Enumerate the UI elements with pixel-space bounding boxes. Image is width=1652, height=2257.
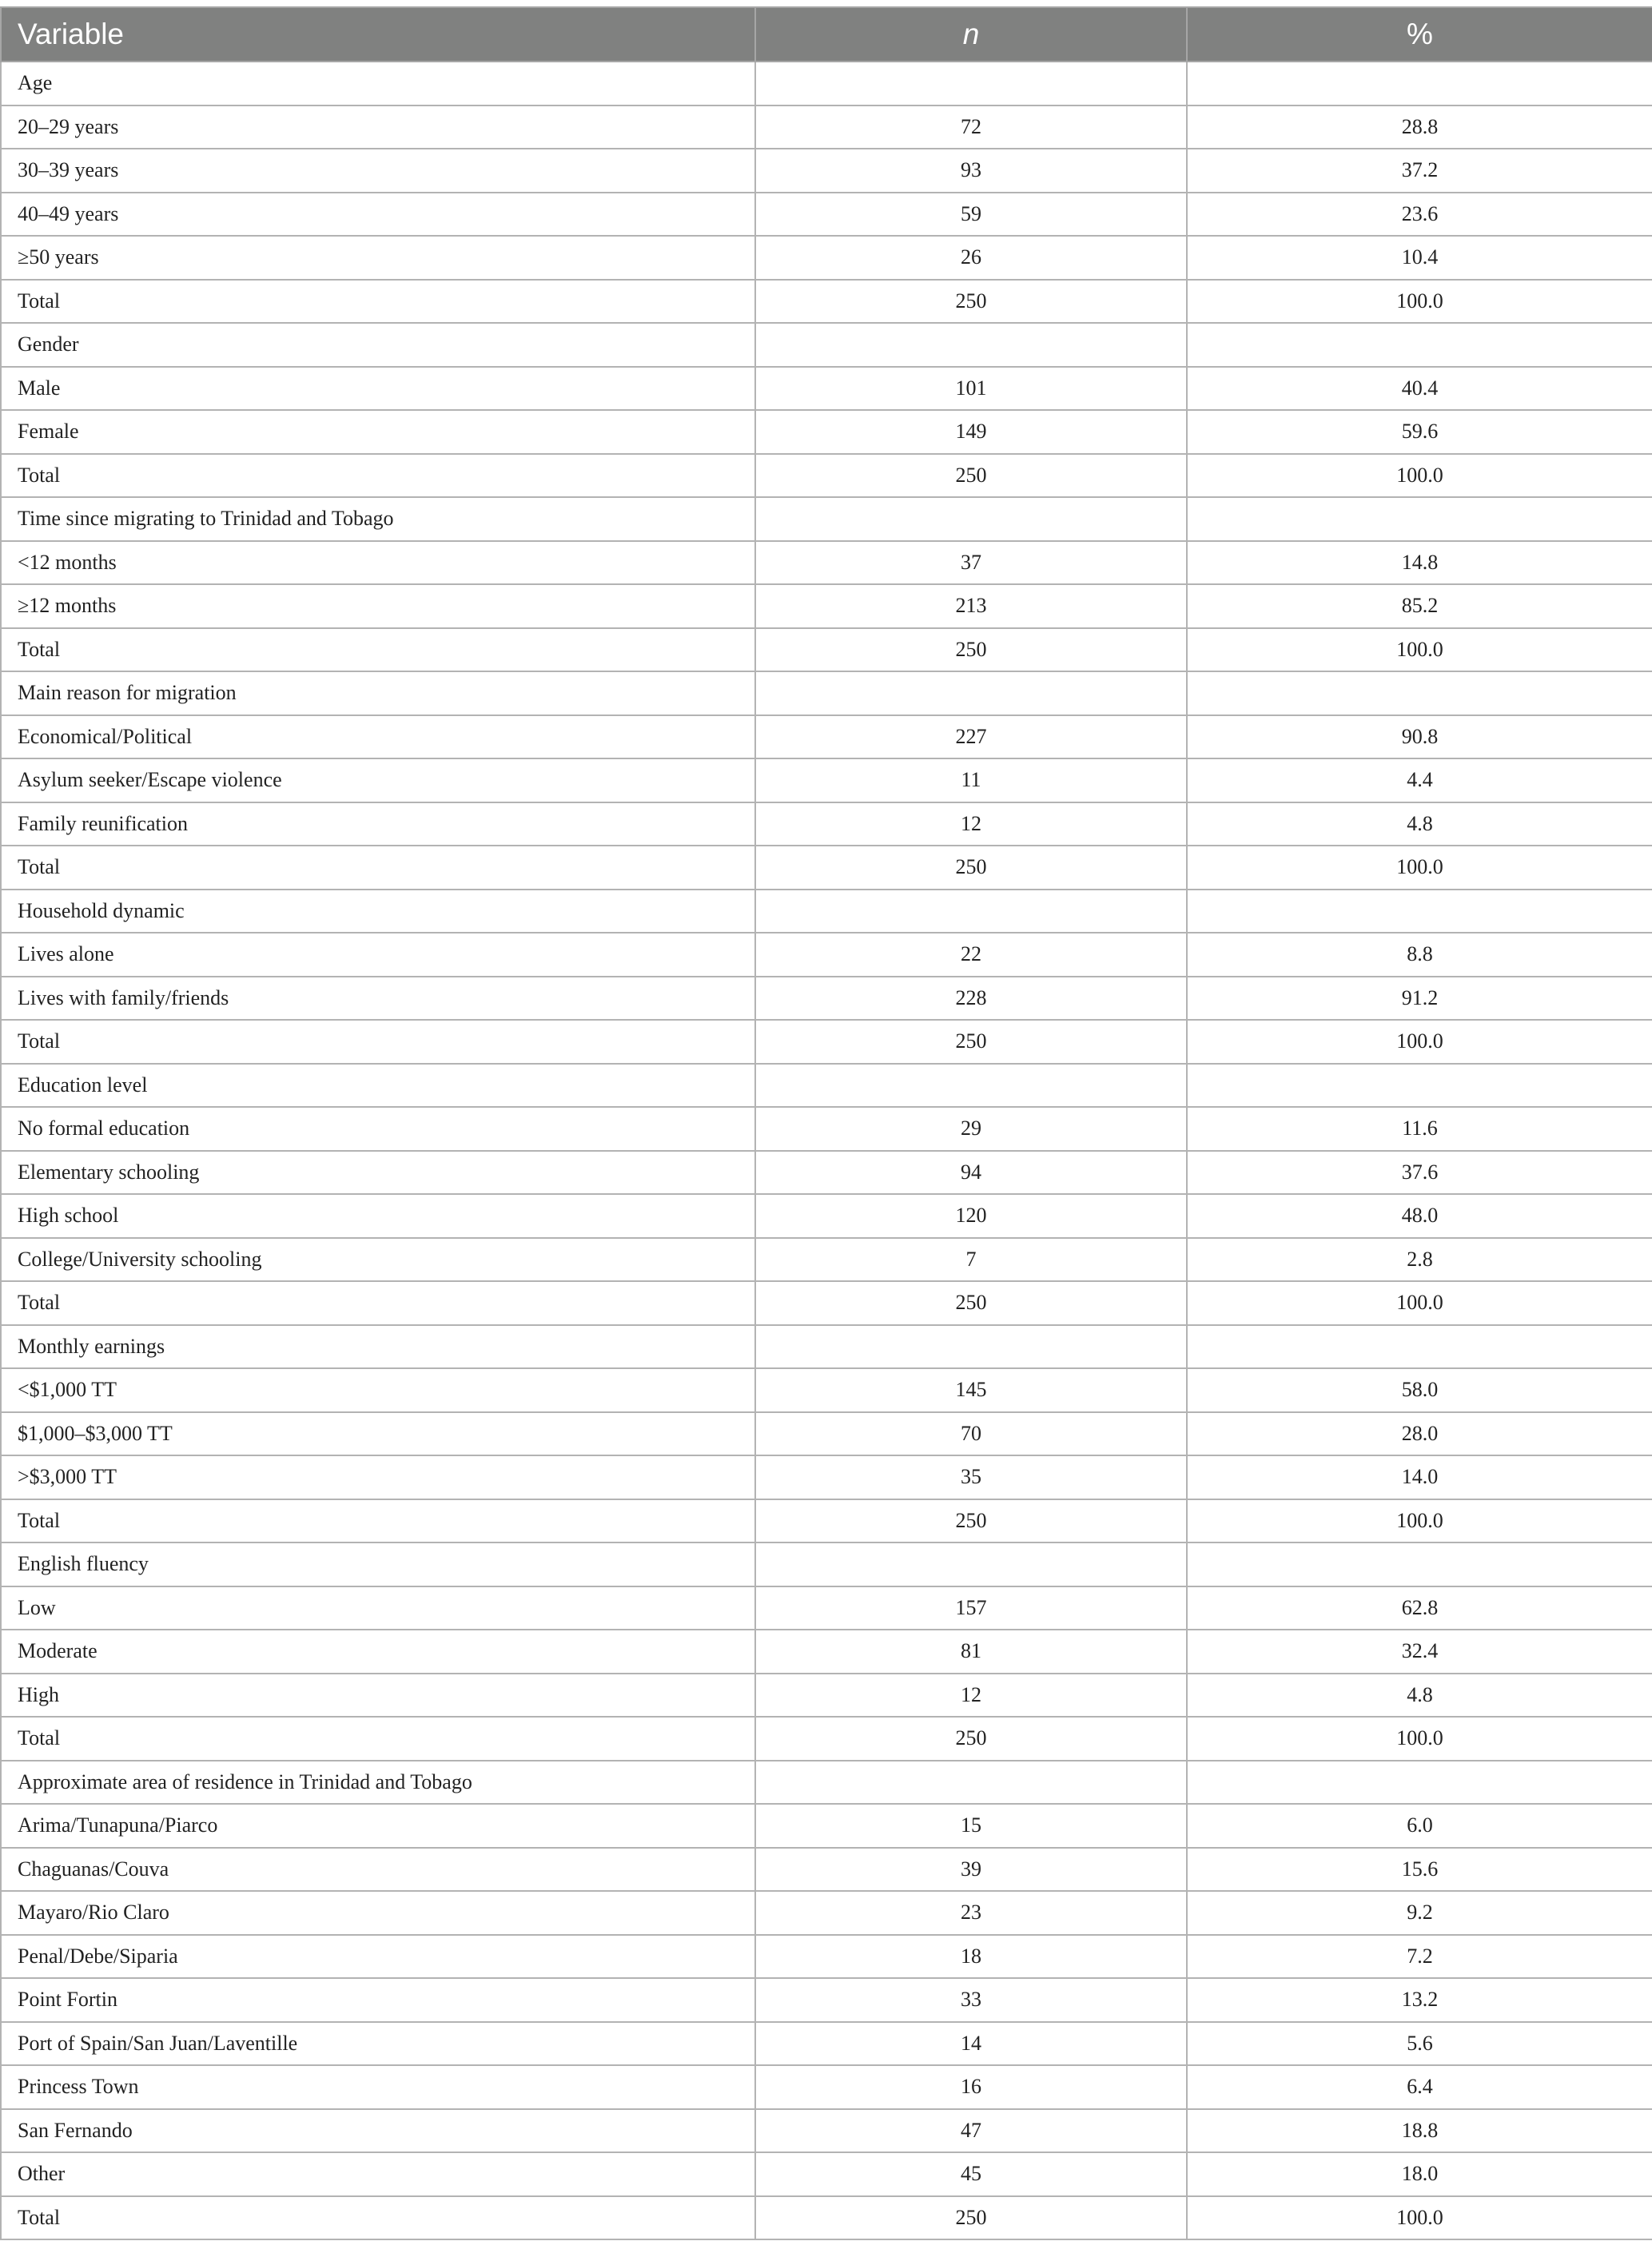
row-label-cell: Total: [1, 1717, 755, 1761]
header-percent: %: [1187, 7, 1652, 62]
row-label-cell: College/University schooling: [1, 1238, 755, 1282]
row-n-cell: 45: [755, 2152, 1187, 2196]
row-percent-cell: 2.8: [1187, 1238, 1652, 1282]
table-row: [1, 715, 1652, 759]
row-label-cell: ≥50 years: [1, 236, 755, 280]
row-label-cell: $1,000–$3,000 TT: [1, 1412, 755, 1456]
row-label-cell: >$3,000 TT: [1, 1455, 755, 1499]
table-row: [1, 2065, 1652, 2109]
row-percent-cell: 85.2: [1187, 584, 1652, 628]
table-row: [1, 1804, 1652, 1848]
row-percent-cell: 6.4: [1187, 2065, 1652, 2109]
row-percent-cell: 48.0: [1187, 1194, 1652, 1238]
table-row: [1, 2196, 1652, 2240]
table-row: [1, 802, 1652, 846]
row-n-cell: 15: [755, 1804, 1187, 1848]
table-row: [1, 1761, 1652, 1805]
row-n-cell: 94: [755, 1151, 1187, 1195]
row-label-cell: 30–39 years: [1, 149, 755, 193]
table-row: [1, 1368, 1652, 1412]
row-percent-cell: 40.4: [1187, 367, 1652, 411]
row-label-cell: High: [1, 1674, 755, 1718]
table-row: [1, 1935, 1652, 1979]
row-label-cell: Total: [1, 846, 755, 890]
row-percent-cell: 100.0: [1187, 1717, 1652, 1761]
demographics-table: [0, 6, 1652, 2240]
row-percent-cell: 13.2: [1187, 1978, 1652, 2022]
row-percent-cell: 100.0: [1187, 1499, 1652, 1543]
row-percent-cell: 10.4: [1187, 236, 1652, 280]
row-label-cell: Total: [1, 1020, 755, 1064]
row-n-cell: 14: [755, 2022, 1187, 2066]
header-n: n: [755, 7, 1187, 62]
table-row: [1, 1586, 1652, 1630]
row-n-cell: 12: [755, 1674, 1187, 1718]
row-percent-cell: 28.0: [1187, 1412, 1652, 1456]
row-percent-cell: 90.8: [1187, 715, 1652, 759]
table-row: [1, 1151, 1652, 1195]
row-label-cell: Moderate: [1, 1630, 755, 1674]
table-row: [1, 1499, 1652, 1543]
table-row: [1, 1020, 1652, 1064]
row-percent-cell: 59.6: [1187, 410, 1652, 454]
row-n-cell: 22: [755, 933, 1187, 977]
row-label-cell: Economical/Political: [1, 715, 755, 759]
row-n-cell: 23: [755, 1891, 1187, 1935]
table-row: [1, 1107, 1652, 1151]
row-percent-cell: 7.2: [1187, 1935, 1652, 1979]
row-n-cell: 227: [755, 715, 1187, 759]
row-percent-cell: 100.0: [1187, 1281, 1652, 1325]
table-row: [1, 1325, 1652, 1369]
row-label-cell: Elementary schooling: [1, 1151, 755, 1195]
row-n-cell: 39: [755, 1848, 1187, 1892]
row-n-cell: [755, 1325, 1187, 1369]
row-n-cell: 157: [755, 1586, 1187, 1630]
row-label-cell: Point Fortin: [1, 1978, 755, 2022]
table-row: [1, 2152, 1652, 2196]
row-n-cell: 29: [755, 1107, 1187, 1151]
row-percent-cell: 91.2: [1187, 977, 1652, 1021]
table-row: [1, 758, 1652, 802]
table-row: [1, 1630, 1652, 1674]
table-row: [1, 977, 1652, 1021]
table-row: [1, 628, 1652, 672]
table-row: [1, 584, 1652, 628]
row-n-cell: [755, 890, 1187, 933]
row-percent-cell: 4.8: [1187, 1674, 1652, 1718]
table-row: [1, 890, 1652, 933]
row-label-cell: Other: [1, 2152, 755, 2196]
header-row: [1, 7, 1652, 62]
row-percent-cell: 18.8: [1187, 2109, 1652, 2153]
table-row: [1, 367, 1652, 411]
table-row: [1, 1281, 1652, 1325]
row-n-cell: 11: [755, 758, 1187, 802]
row-label-cell: Total: [1, 1281, 755, 1325]
row-label-cell: High school: [1, 1194, 755, 1238]
row-n-cell: [755, 1064, 1187, 1108]
row-percent-cell: 11.6: [1187, 1107, 1652, 1151]
row-label-cell: Female: [1, 410, 755, 454]
row-label-cell: Main reason for migration: [1, 671, 755, 715]
row-label-cell: 40–49 years: [1, 193, 755, 237]
row-label-cell: <$1,000 TT: [1, 1368, 755, 1412]
table-row: [1, 1455, 1652, 1499]
table-row: [1, 1412, 1652, 1456]
row-percent-cell: 9.2: [1187, 1891, 1652, 1935]
row-n-cell: 101: [755, 367, 1187, 411]
row-percent-cell: 32.4: [1187, 1630, 1652, 1674]
table-row: [1, 454, 1652, 498]
row-n-cell: 250: [755, 454, 1187, 498]
row-label-cell: Education level: [1, 1064, 755, 1108]
table-row: [1, 1194, 1652, 1238]
table-row: [1, 671, 1652, 715]
table-row: [1, 1542, 1652, 1586]
table-row: [1, 410, 1652, 454]
row-label-cell: ≥12 months: [1, 584, 755, 628]
table-row: [1, 497, 1652, 541]
row-n-cell: 70: [755, 1412, 1187, 1456]
row-label-cell: Age: [1, 62, 755, 105]
row-n-cell: 250: [755, 280, 1187, 324]
row-n-cell: 7: [755, 1238, 1187, 1282]
row-n-cell: 145: [755, 1368, 1187, 1412]
row-n-cell: 12: [755, 802, 1187, 846]
row-n-cell: 149: [755, 410, 1187, 454]
row-n-cell: [755, 497, 1187, 541]
row-percent-cell: [1187, 671, 1652, 715]
row-n-cell: 18: [755, 1935, 1187, 1979]
row-percent-cell: [1187, 1761, 1652, 1805]
row-n-cell: 213: [755, 584, 1187, 628]
table-row: [1, 933, 1652, 977]
row-n-cell: 250: [755, 1499, 1187, 1543]
row-percent-cell: 14.0: [1187, 1455, 1652, 1499]
row-label-cell: Arima/Tunapuna/Piarco: [1, 1804, 755, 1848]
demographics-table-container: [0, 6, 1652, 2240]
table-row: [1, 193, 1652, 237]
row-label-cell: Time since migrating to Trinidad and Tobago: [1, 497, 755, 541]
row-n-cell: 250: [755, 1281, 1187, 1325]
table-header: [1, 7, 1652, 62]
table-row: [1, 1674, 1652, 1718]
row-n-cell: 228: [755, 977, 1187, 1021]
row-label-cell: No formal education: [1, 1107, 755, 1151]
row-percent-cell: 5.6: [1187, 2022, 1652, 2066]
row-percent-cell: 100.0: [1187, 280, 1652, 324]
row-n-cell: 120: [755, 1194, 1187, 1238]
row-percent-cell: 100.0: [1187, 846, 1652, 890]
row-label-cell: Lives with family/friends: [1, 977, 755, 1021]
row-label-cell: Family reunification: [1, 802, 755, 846]
row-percent-cell: 15.6: [1187, 1848, 1652, 1892]
table-row: [1, 541, 1652, 585]
table-row: [1, 1238, 1652, 1282]
row-n-cell: 16: [755, 2065, 1187, 2109]
row-label-cell: Total: [1, 454, 755, 498]
header-variable: Variable: [1, 7, 755, 62]
row-percent-cell: 37.2: [1187, 149, 1652, 193]
row-label-cell: Monthly earnings: [1, 1325, 755, 1369]
row-percent-cell: [1187, 1064, 1652, 1108]
row-label-cell: English fluency: [1, 1542, 755, 1586]
row-n-cell: 72: [755, 105, 1187, 149]
row-percent-cell: [1187, 890, 1652, 933]
row-percent-cell: 28.8: [1187, 105, 1652, 149]
row-n-cell: [755, 62, 1187, 105]
row-label-cell: Lives alone: [1, 933, 755, 977]
row-n-cell: 35: [755, 1455, 1187, 1499]
row-label-cell: Total: [1, 628, 755, 672]
row-n-cell: 81: [755, 1630, 1187, 1674]
table-row: [1, 1891, 1652, 1935]
row-label-cell: Chaguanas/Couva: [1, 1848, 755, 1892]
row-label-cell: Household dynamic: [1, 890, 755, 933]
row-percent-cell: 100.0: [1187, 1020, 1652, 1064]
row-label-cell: Mayaro/Rio Claro: [1, 1891, 755, 1935]
row-label-cell: Asylum seeker/Escape violence: [1, 758, 755, 802]
row-percent-cell: 8.8: [1187, 933, 1652, 977]
row-n-cell: 93: [755, 149, 1187, 193]
row-label-cell: Low: [1, 1586, 755, 1630]
row-n-cell: 26: [755, 236, 1187, 280]
row-label-cell: Penal/Debe/Siparia: [1, 1935, 755, 1979]
row-n-cell: 33: [755, 1978, 1187, 2022]
table-row: [1, 2022, 1652, 2066]
row-label-cell: Princess Town: [1, 2065, 755, 2109]
row-n-cell: [755, 671, 1187, 715]
row-label-cell: Approximate area of residence in Trinidad and Tobago: [1, 1761, 755, 1805]
row-n-cell: [755, 323, 1187, 367]
row-percent-cell: 6.0: [1187, 1804, 1652, 1848]
row-label-cell: Male: [1, 367, 755, 411]
row-label-cell: San Fernando: [1, 2109, 755, 2153]
table-body: [1, 62, 1652, 2239]
row-percent-cell: 100.0: [1187, 628, 1652, 672]
table-row: [1, 149, 1652, 193]
row-percent-cell: [1187, 497, 1652, 541]
row-percent-cell: 18.0: [1187, 2152, 1652, 2196]
row-n-cell: [755, 1761, 1187, 1805]
table-row: [1, 1064, 1652, 1108]
row-percent-cell: 14.8: [1187, 541, 1652, 585]
row-label-cell: 20–29 years: [1, 105, 755, 149]
row-percent-cell: 37.6: [1187, 1151, 1652, 1195]
row-percent-cell: 4.8: [1187, 802, 1652, 846]
table-row: [1, 1848, 1652, 1892]
table-row: [1, 1978, 1652, 2022]
row-percent-cell: [1187, 1542, 1652, 1586]
row-n-cell: 250: [755, 1020, 1187, 1064]
row-percent-cell: 4.4: [1187, 758, 1652, 802]
row-n-cell: 250: [755, 2196, 1187, 2240]
row-n-cell: 250: [755, 628, 1187, 672]
table-row: [1, 846, 1652, 890]
row-n-cell: 250: [755, 846, 1187, 890]
table-row: [1, 62, 1652, 105]
row-percent-cell: [1187, 62, 1652, 105]
row-percent-cell: 100.0: [1187, 454, 1652, 498]
row-n-cell: 59: [755, 193, 1187, 237]
row-label-cell: Total: [1, 280, 755, 324]
row-n-cell: 37: [755, 541, 1187, 585]
row-percent-cell: [1187, 1325, 1652, 1369]
table-row: [1, 2109, 1652, 2153]
table-row: [1, 323, 1652, 367]
row-n-cell: 47: [755, 2109, 1187, 2153]
row-percent-cell: 100.0: [1187, 2196, 1652, 2240]
row-label-cell: Total: [1, 1499, 755, 1543]
table-row: [1, 1717, 1652, 1761]
row-n-cell: [755, 1542, 1187, 1586]
row-percent-cell: 58.0: [1187, 1368, 1652, 1412]
row-label-cell: Gender: [1, 323, 755, 367]
row-label-cell: Total: [1, 2196, 755, 2240]
row-label-cell: <12 months: [1, 541, 755, 585]
table-row: [1, 280, 1652, 324]
row-label-cell: Port of Spain/San Juan/Laventille: [1, 2022, 755, 2066]
row-percent-cell: 62.8: [1187, 1586, 1652, 1630]
table-row: [1, 105, 1652, 149]
row-percent-cell: [1187, 323, 1652, 367]
row-percent-cell: 23.6: [1187, 193, 1652, 237]
row-n-cell: 250: [755, 1717, 1187, 1761]
table-row: [1, 236, 1652, 280]
